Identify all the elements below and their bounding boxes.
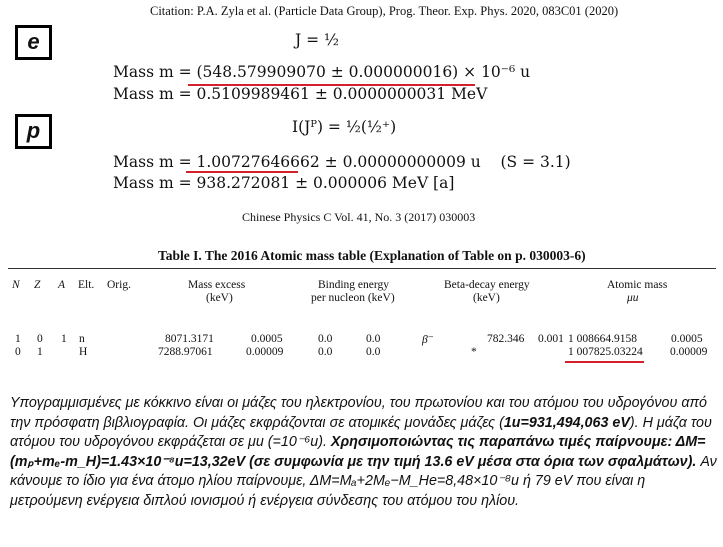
proton-label: p: [15, 114, 52, 149]
cell-beta-energy: 782.346: [487, 333, 525, 345]
col-header-orig: Orig.: [107, 279, 131, 291]
cell-atomic-mass: 1 007825.03224: [568, 346, 643, 358]
cell-elt: H: [79, 346, 88, 358]
col-header-binding-unit: per nucleon (keV): [311, 292, 395, 304]
paragraph-helium-result: Αν κάνουμε το ίδιο για ένα άτομο ηλίου παίρνουμε, ΔΜ=Mₐ+2Mₑ−M_He=8,48×10⁻⁸u ή 79 eV που είναι η μετρούμενη ενέργεια διπλού ιονισμού ή ενέργεια σύνδεσης του ατόμου του ηλίου.: [10, 453, 717, 509]
col-header-binding: Binding energy: [318, 279, 390, 291]
col-header-mass-excess-unit: (keV): [206, 292, 233, 304]
electron-spin: J = ½: [295, 31, 340, 49]
proton-spin: I(Jᴾ) = ½(½⁺): [292, 118, 397, 136]
cell-beta-energy: *: [471, 346, 477, 358]
cell-binding: 0.0: [318, 333, 333, 345]
journal-header: Chinese Physics C Vol. 41, No. 3 (2017) 030003: [242, 210, 476, 224]
cell-mass-excess: 7288.97061: [158, 346, 213, 358]
cell-mass-excess-err: 0.0005: [251, 333, 283, 345]
table-rule-top: [8, 268, 716, 269]
electron-mass-u: Mass m = (548.579909070 ± 0.000000016) × 10⁻⁶ u: [113, 63, 531, 81]
cell-z: 1: [37, 346, 43, 358]
citation-text: Citation: P.A. Zyla et al. (Particle Data Group), Prog. Theor. Exp. Phys. 2020, 083C01 (2020): [150, 4, 619, 18]
cell-n: 1: [15, 333, 21, 345]
cell-atomic-mass: 1 008664.9158: [568, 333, 637, 345]
proton-mass-mev: Mass m = 938.272081 ± 0.000006 MeV [a]: [113, 174, 455, 192]
proton-mass-u: Mass m = 1.00727646662 ± 0.00000000009 u (S = 3.1): [113, 153, 571, 171]
cell-n: 0: [15, 346, 21, 358]
cell-atomic-mass-err: 0.0005: [671, 333, 703, 345]
cell-decay-mode: β⁻: [422, 334, 434, 346]
col-header-n: N: [12, 279, 20, 291]
cell-mass-excess: 8071.3171: [165, 333, 214, 345]
cell-binding: 0.0: [318, 346, 333, 358]
cell-binding-err: 0.0: [366, 333, 381, 345]
cell-z: 0: [37, 333, 43, 345]
col-header-elt: Elt.: [78, 279, 95, 291]
electron-label: e: [15, 25, 52, 60]
cell-mass-excess-err: 0.00009: [246, 346, 284, 358]
hydrogen-mass-underline: [565, 361, 644, 363]
cell-a: 1: [61, 333, 67, 345]
electron-mass-mev: Mass m = 0.5109989461 ± 0.0000000031 MeV: [113, 85, 488, 103]
cell-atomic-mass-err: 0.00009: [670, 346, 708, 358]
paragraph-amu-value: 1u=931,494,063 eV: [503, 414, 630, 431]
col-header-beta-unit: (keV): [473, 292, 500, 304]
col-header-z: Z: [34, 279, 41, 291]
paragraph-sentence-1: Υπογραμμισμένες με κόκκινο είναι οι μάζες του ηλεκτρονίου, του πρωτονίου και του ατόμου του υδρογόνου από την πρόσφατη βιβλιογραφία. Οι μάζες εκφράζονται σε ατομικές μονάδες μάζες (: [10, 395, 708, 431]
col-header-a: A: [58, 279, 66, 291]
cell-binding-err: 0.0: [366, 346, 381, 358]
cell-beta-energy-err: 0.001: [538, 333, 564, 345]
cell-elt: n: [79, 333, 85, 345]
table-title: Table I. The 2016 Atomic mass table (Explanation of Table on p. 030003-6): [158, 248, 586, 263]
paragraph-sentence-1-end: ). Η μάζα του ατόμου του υδρογόνου εκφράζεται σε μu (=10⁻⁶u).: [10, 414, 712, 451]
paragraph-hydrogen-result: Χρησιμοποιώντας τις παραπάνω τιμές παίρνουμε: ΔΜ=(mₚ+mₑ-m_H)=1.43×10⁻⁸u=13,32eV (σε συμφωνία με την τιμή 13.6 eV μέσα στα όρια των σφαλμάτων).: [10, 434, 706, 470]
col-header-atomic: Atomic mass: [607, 279, 668, 291]
col-header-mass-excess: Mass excess: [188, 279, 246, 291]
col-header-beta: Beta-decay energy: [444, 279, 530, 291]
explanation-paragraph: [10, 394, 718, 512]
col-header-atomic-unit: μu: [627, 292, 639, 304]
proton-mass-underline: [186, 171, 298, 173]
